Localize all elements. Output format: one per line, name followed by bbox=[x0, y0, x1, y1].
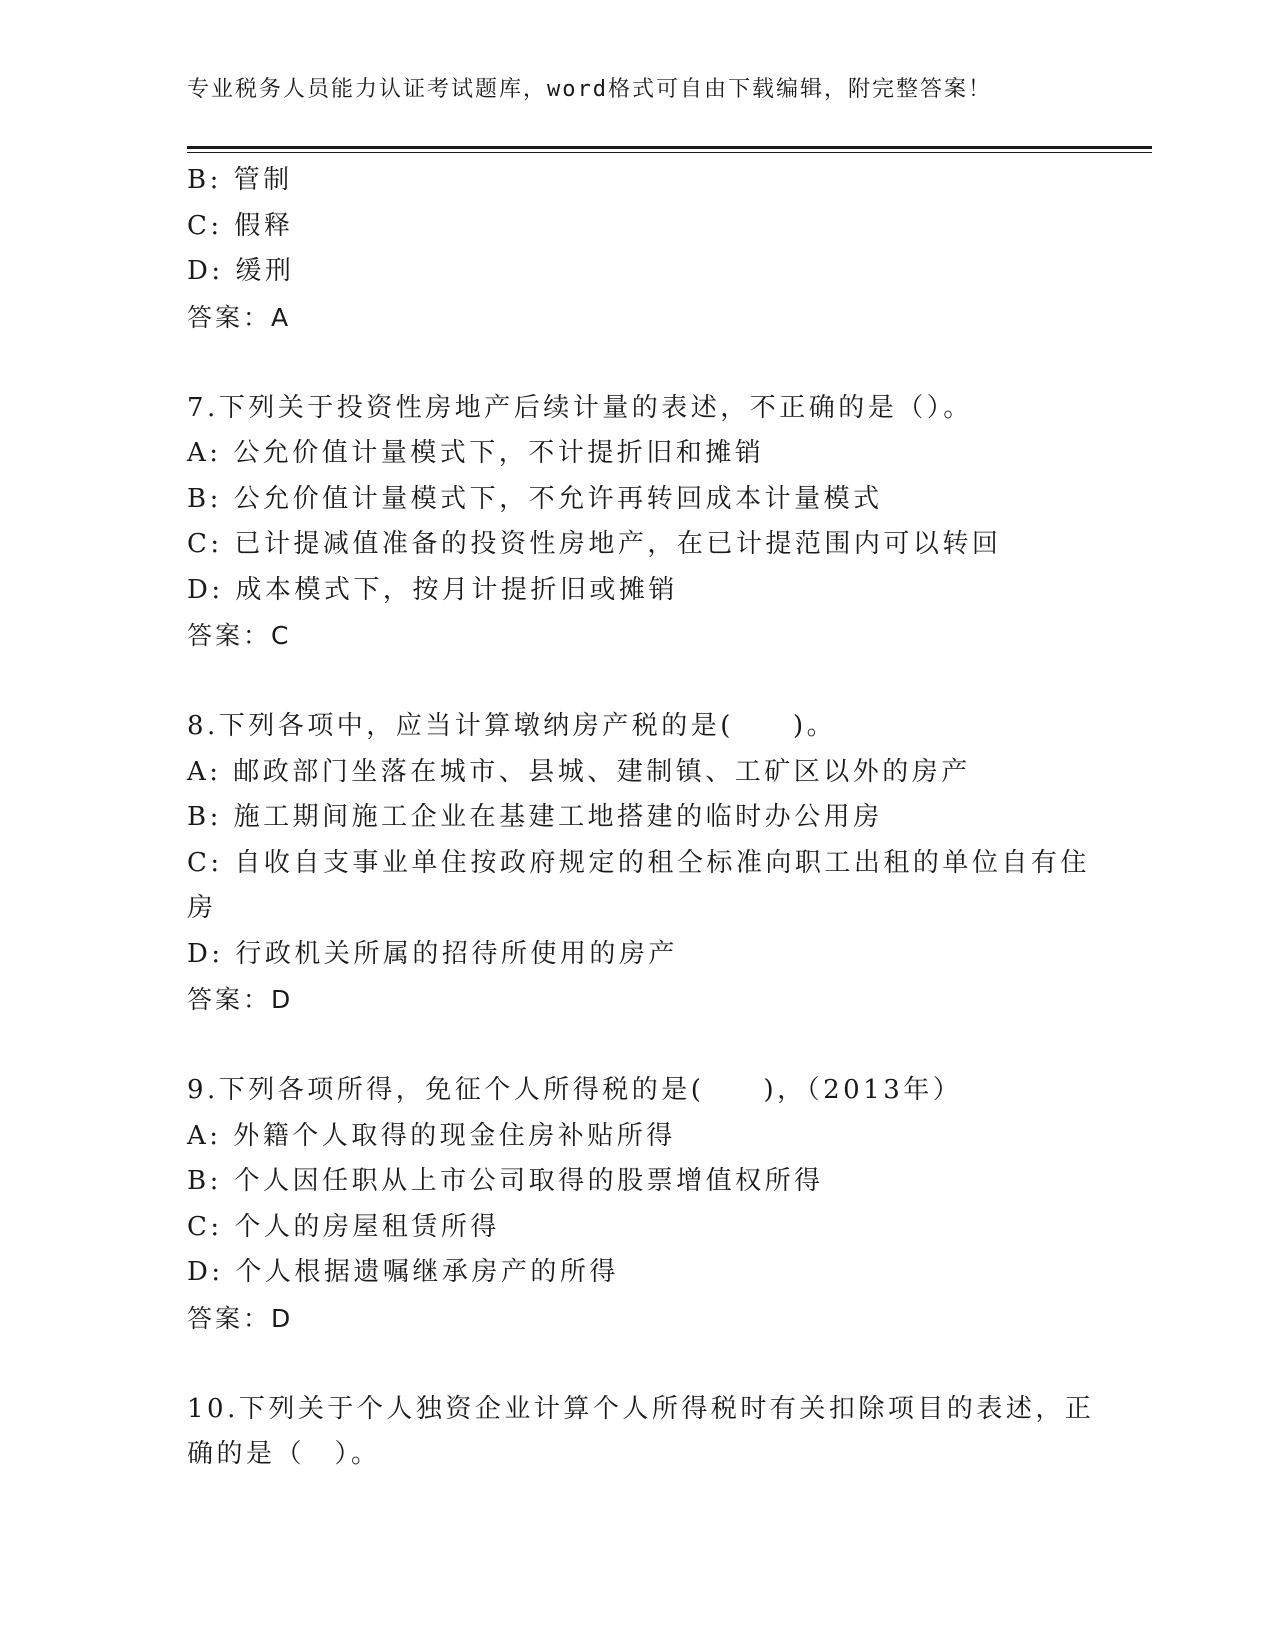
answer: 答案：C bbox=[187, 621, 292, 650]
question-8 bbox=[187, 704, 1090, 1023]
question-stem: 8.下列各项中，应当计算墩纳房产税的是( )。 bbox=[187, 711, 837, 741]
spacer bbox=[187, 340, 1087, 386]
option-b: B: 施工期间施工企业在基建工地搭建的临时办公用房 bbox=[187, 802, 883, 832]
option-b: B: 公允价值计量模式下，不允许再转回成本计量模式 bbox=[187, 483, 883, 514]
option-c: C: 个人的房屋租赁所得 bbox=[187, 1211, 500, 1242]
question-stem-continued: 确的是（ ）。 bbox=[187, 1439, 381, 1469]
answer: 答案：D bbox=[187, 1303, 294, 1333]
spacer bbox=[187, 659, 1087, 705]
option-d: D: 成本模式下，按月计提折旧或摊销 bbox=[187, 574, 678, 605]
option-b: B: 个人因任职从上市公司取得的股票增值权所得 bbox=[187, 1166, 824, 1196]
header-rule-thin bbox=[187, 152, 1152, 153]
option-d: D: 个人根据遗嘱继承房产的所得 bbox=[187, 1257, 619, 1287]
question-stem: 7.下列关于投资性房地产后续计量的表述，不正确的是（）。 bbox=[187, 392, 973, 423]
question-content bbox=[187, 158, 1095, 1478]
option-c: C: 自收自支事业单住按政府规定的租仝标准向职工出租的单位自有住 bbox=[187, 847, 1090, 878]
option-a: A: 公允价值计量模式下，不计提折旧和摊销 bbox=[187, 438, 765, 468]
page-header: 专业税务人员能力认证考试题库，word格式可自由下载编辑，附完整答案！ bbox=[187, 77, 992, 102]
option-d: D: 缓刑 bbox=[187, 256, 295, 286]
answer: 答案：A bbox=[187, 302, 292, 332]
option-b: B: 管制 bbox=[187, 165, 293, 195]
answer: 答案：D bbox=[187, 985, 294, 1014]
option-c-continued: 房 bbox=[187, 893, 217, 923]
option-a: A: 邮政部门坐落在城市、县城、建制镇、工矿区以外的房产 bbox=[187, 756, 971, 787]
question-9 bbox=[187, 1068, 1087, 1341]
spacer bbox=[187, 1023, 1087, 1069]
question-10 bbox=[187, 1387, 1095, 1478]
prev-question-block bbox=[187, 158, 1087, 340]
header-rule-thick bbox=[187, 146, 1152, 149]
question-7 bbox=[187, 386, 1087, 659]
spacer bbox=[187, 1341, 1087, 1387]
option-c: C: 已计提减值准备的投资性房地产，在已计提范围内可以转回 bbox=[187, 529, 1002, 559]
question-stem: 9.下列各项所得，免征个人所得税的是( )，（2013年） bbox=[187, 1075, 963, 1105]
option-a: A: 外籍个人取得的现金住房补贴所得 bbox=[187, 1120, 676, 1151]
question-stem: 10.下列关于个人独资企业计算个人所得税时有关扣除项目的表述，正 bbox=[187, 1393, 1095, 1424]
option-d: D: 行政机关所属的招待所使用的房产 bbox=[187, 938, 678, 969]
option-c: C: 假释 bbox=[187, 210, 294, 241]
